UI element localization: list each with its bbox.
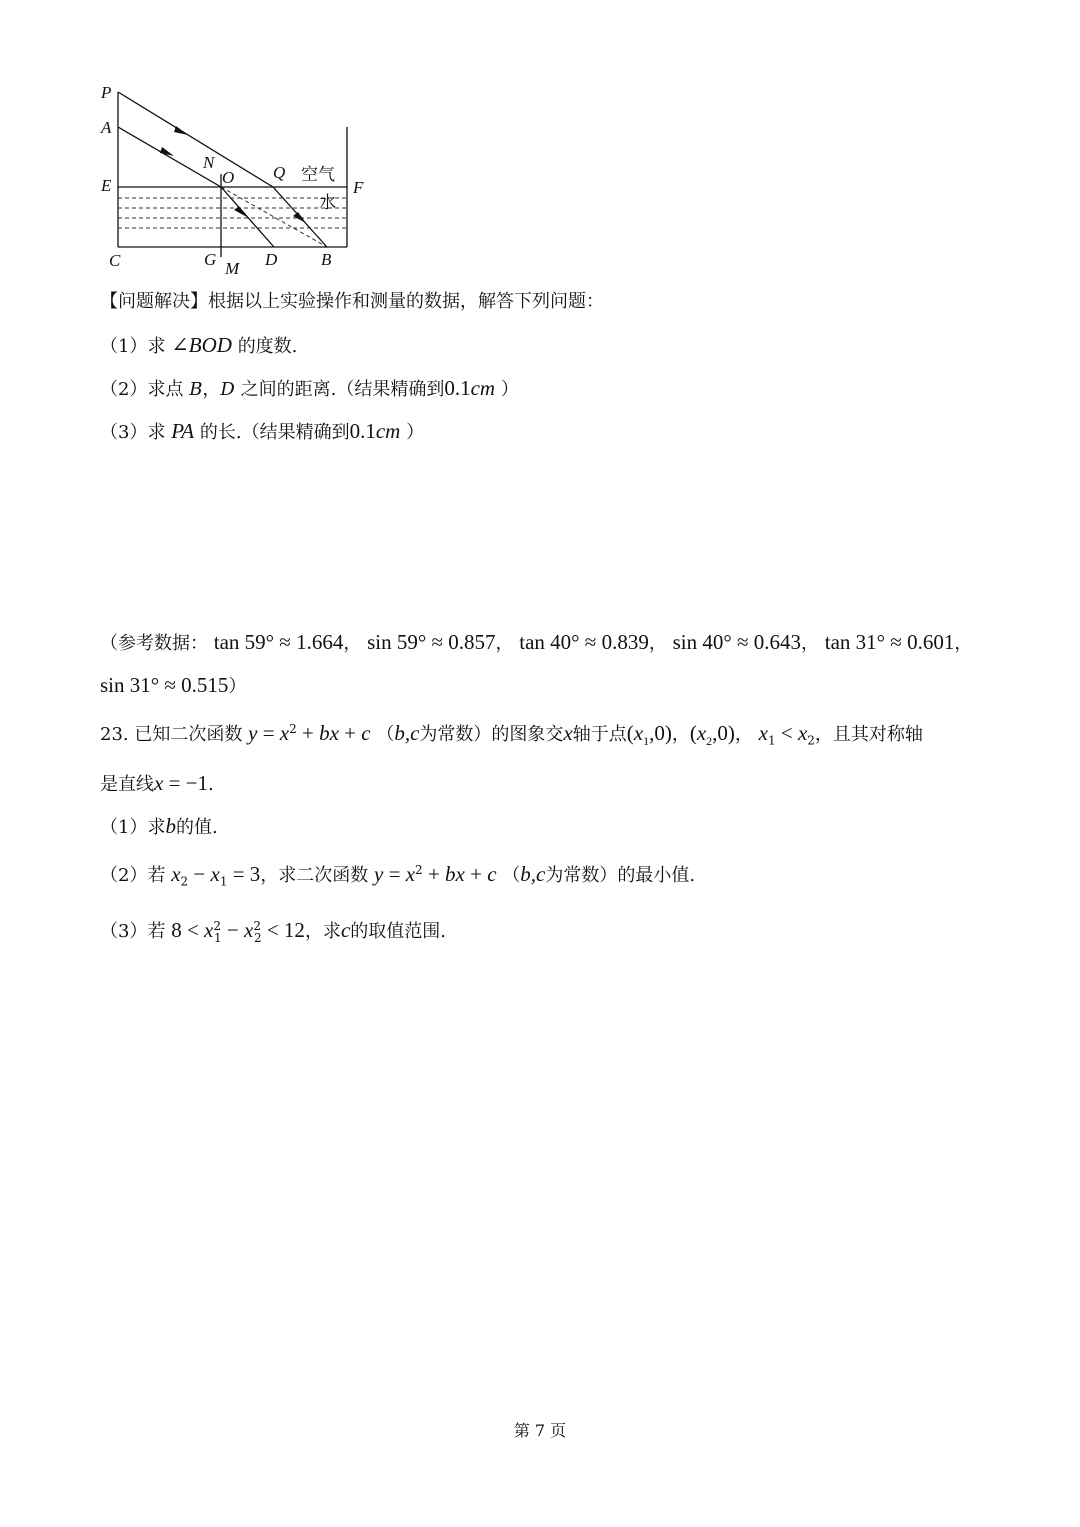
question-23: 23. 已知二次函数 $y = x^2$ + bx + c （b,c为常数）的图象交x轴于点$(x_1,0)$，$(x_2,0)$， $x_1 < x_2$，且其对称轴 [100, 721, 923, 749]
svg-text:E: E [101, 176, 112, 195]
svg-text:P: P [101, 83, 112, 102]
svg-text:C: C [109, 251, 121, 270]
problem-solve-intro: 【问题解决】根据以上实验操作和测量的数据，解答下列问题： [100, 291, 604, 312]
question-3: （3）求 PA 的长.（结果精确到0.1cm ） [100, 419, 425, 443]
page-footer: 第 7 页 [513, 1421, 567, 1440]
question-23-3: （3）若 $8 < x^2_1 - x^2_2 < 12$，求c的取值范围. [100, 918, 446, 945]
svg-text:Q: Q [273, 163, 286, 182]
svg-text:M: M [225, 259, 240, 278]
svg-text:A: A [101, 118, 112, 137]
svg-text:D: D [265, 250, 278, 269]
reference-data-cont: sin 31° ≈ 0.515） [100, 673, 247, 697]
question-23-line2: 是直线x = −1. [100, 771, 214, 795]
question-23-1: （1）求b的值. [100, 814, 218, 838]
water-label: 水 [319, 193, 336, 212]
svg-text:O: O [222, 168, 235, 187]
reference-data: （参考数据： tan 59° ≈ 1.664， sin 59° ≈ 0.857， tan 40° ≈ 0.839， sin 40° ≈ 0.643， tan 31° ≈ 0.601， [100, 630, 973, 654]
svg-text:F: F [353, 178, 364, 197]
svg-text:B: B [321, 250, 332, 269]
svg-text:G: G [204, 250, 217, 269]
question-1: （1）求 ∠BOD 的度数. [100, 333, 298, 357]
air-label: 空气 [301, 165, 335, 184]
question-2: （2）求点 B，D 之间的距离.（结果精确到0.1cm ） [100, 376, 519, 400]
question-23-2: （2）若 $x_2 - x_1 = 3$，求二次函数 $y = x^2$ + bx + c （b,c为常数）的最小值. [100, 862, 696, 889]
refraction-diagram [95, 82, 395, 282]
svg-text:N: N [203, 153, 215, 172]
